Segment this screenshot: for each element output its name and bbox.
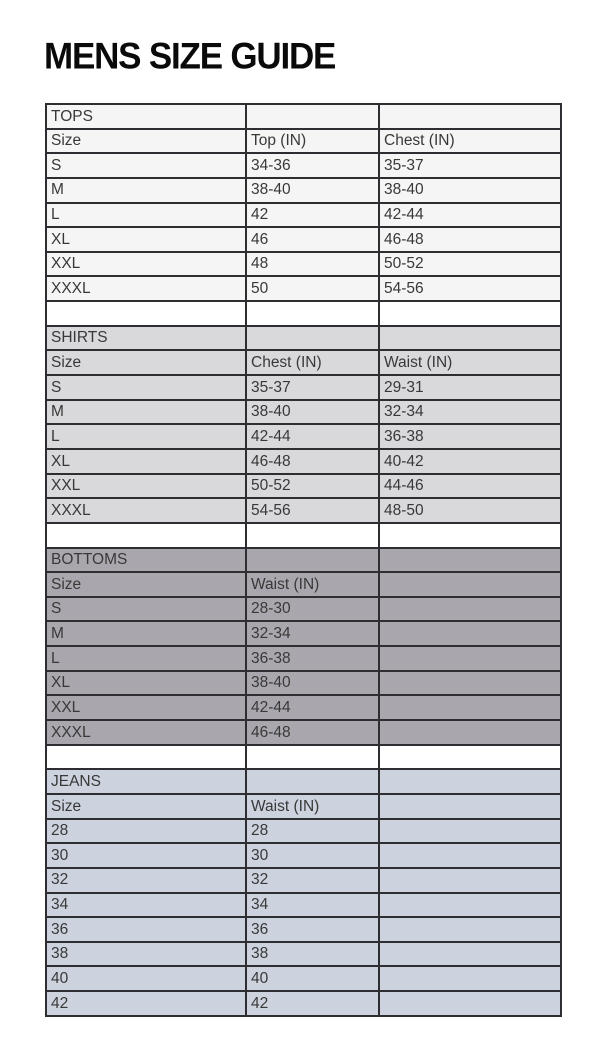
table-row [46,695,561,720]
empty-cell [246,769,379,794]
empty-cell [246,523,379,548]
empty-cell [246,548,379,573]
empty-cell [379,301,561,326]
size-cell: S [46,153,246,178]
measure-cell-1: 48 [246,252,379,277]
measure-cell-1: 42 [246,991,379,1016]
empty-cell [246,326,379,351]
measure-cell-2 [379,868,561,893]
size-cell: L [46,203,246,228]
measure-cell-2 [379,621,561,646]
column-header-measure-2 [379,794,561,819]
table-row [46,991,561,1016]
measure-cell-1: 38-40 [246,400,379,425]
size-cell: M [46,178,246,203]
column-header-size: Size [46,572,246,597]
column-header-measure-2: Chest (IN) [379,129,561,154]
page-title: MENS SIZE GUIDE [44,36,336,77]
table-row [46,375,561,400]
column-header-row [46,129,561,154]
empty-cell [379,104,561,129]
column-header-row [46,794,561,819]
measure-cell-1: 34 [246,893,379,918]
table-row [46,720,561,745]
size-cell: 30 [46,843,246,868]
table-row [46,474,561,499]
size-cell: S [46,597,246,622]
measure-cell-1: 32-34 [246,621,379,646]
measure-cell-1: 38-40 [246,178,379,203]
size-cell: 34 [46,893,246,918]
size-cell: L [46,424,246,449]
measure-cell-1: 35-37 [246,375,379,400]
measure-cell-1: 42-44 [246,424,379,449]
spacer-row [46,523,561,548]
measure-cell-2: 50-52 [379,252,561,277]
measure-cell-2 [379,991,561,1016]
table-row [46,966,561,991]
measure-cell-2: 42-44 [379,203,561,228]
measure-cell-2: 40-42 [379,449,561,474]
section-name: BOTTOMS [46,548,246,573]
table-row [46,400,561,425]
column-header-size: Size [46,350,246,375]
size-cell: 42 [46,991,246,1016]
empty-cell [46,301,246,326]
table-row [46,646,561,671]
empty-cell [379,523,561,548]
empty-cell [379,326,561,351]
measure-cell-1: 28-30 [246,597,379,622]
measure-cell-2: 44-46 [379,474,561,499]
empty-cell [246,301,379,326]
section-header-row [46,769,561,794]
measure-cell-1: 42-44 [246,695,379,720]
table-row [46,671,561,696]
measure-cell-1: 54-56 [246,498,379,523]
size-cell: 36 [46,917,246,942]
column-header-measure-2: Waist (IN) [379,350,561,375]
measure-cell-2: 29-31 [379,375,561,400]
size-cell: 38 [46,942,246,967]
size-cell: XL [46,671,246,696]
measure-cell-2 [379,843,561,868]
size-cell: L [46,646,246,671]
section-name: SHIRTS [46,326,246,351]
table-row [46,498,561,523]
size-cell: 28 [46,819,246,844]
size-cell: S [46,375,246,400]
measure-cell-2 [379,917,561,942]
table-row [46,868,561,893]
size-cell: XXL [46,695,246,720]
table-row [46,942,561,967]
measure-cell-2 [379,671,561,696]
measure-cell-1: 38-40 [246,671,379,696]
measure-cell-2 [379,819,561,844]
size-cell: 40 [46,966,246,991]
section-name: TOPS [46,104,246,129]
measure-cell-1: 36 [246,917,379,942]
measure-cell-2 [379,893,561,918]
measure-cell-1: 32 [246,868,379,893]
measure-cell-1: 40 [246,966,379,991]
measure-cell-1: 36-38 [246,646,379,671]
size-guide-table-body [46,104,561,1016]
table-row [46,424,561,449]
measure-cell-1: 46-48 [246,720,379,745]
measure-cell-1: 28 [246,819,379,844]
empty-cell [379,769,561,794]
column-header-measure-1: Waist (IN) [246,794,379,819]
empty-cell [46,523,246,548]
column-header-row [46,572,561,597]
size-cell: XXXL [46,276,246,301]
measure-cell-2 [379,695,561,720]
table-row [46,597,561,622]
spacer-row [46,745,561,770]
empty-cell [246,104,379,129]
size-cell: XL [46,227,246,252]
measure-cell-2: 38-40 [379,178,561,203]
spacer-row [46,301,561,326]
measure-cell-1: 50-52 [246,474,379,499]
measure-cell-2 [379,646,561,671]
column-header-measure-2 [379,572,561,597]
section-header-row [46,548,561,573]
measure-cell-2 [379,942,561,967]
table-row [46,917,561,942]
section-header-row [46,326,561,351]
size-cell: M [46,400,246,425]
table-row [46,227,561,252]
table-row [46,843,561,868]
table-row [46,621,561,646]
size-cell: XXL [46,474,246,499]
table-row [46,893,561,918]
section-name: JEANS [46,769,246,794]
measure-cell-2 [379,597,561,622]
measure-cell-2 [379,720,561,745]
table-row [46,276,561,301]
measure-cell-1: 46-48 [246,449,379,474]
size-cell: XXXL [46,498,246,523]
size-cell: XXXL [46,720,246,745]
measure-cell-2 [379,966,561,991]
measure-cell-2: 36-38 [379,424,561,449]
empty-cell [246,745,379,770]
measure-cell-2: 48-50 [379,498,561,523]
measure-cell-2: 32-34 [379,400,561,425]
column-header-measure-1: Top (IN) [246,129,379,154]
measure-cell-1: 34-36 [246,153,379,178]
measure-cell-1: 38 [246,942,379,967]
size-cell: M [46,621,246,646]
size-guide-table [45,103,562,1017]
column-header-row [46,350,561,375]
empty-cell [379,548,561,573]
measure-cell-1: 46 [246,227,379,252]
column-header-size: Size [46,129,246,154]
column-header-measure-1: Chest (IN) [246,350,379,375]
size-cell: XXL [46,252,246,277]
section-header-row [46,104,561,129]
table-row [46,153,561,178]
table-row [46,178,561,203]
measure-cell-2: 46-48 [379,227,561,252]
measure-cell-1: 30 [246,843,379,868]
column-header-measure-1: Waist (IN) [246,572,379,597]
measure-cell-1: 50 [246,276,379,301]
table-row [46,449,561,474]
empty-cell [379,745,561,770]
column-header-size: Size [46,794,246,819]
measure-cell-2: 54-56 [379,276,561,301]
table-row [46,252,561,277]
table-row [46,203,561,228]
empty-cell [46,745,246,770]
measure-cell-1: 42 [246,203,379,228]
size-cell: XL [46,449,246,474]
measure-cell-2: 35-37 [379,153,561,178]
table-row [46,819,561,844]
size-cell: 32 [46,868,246,893]
